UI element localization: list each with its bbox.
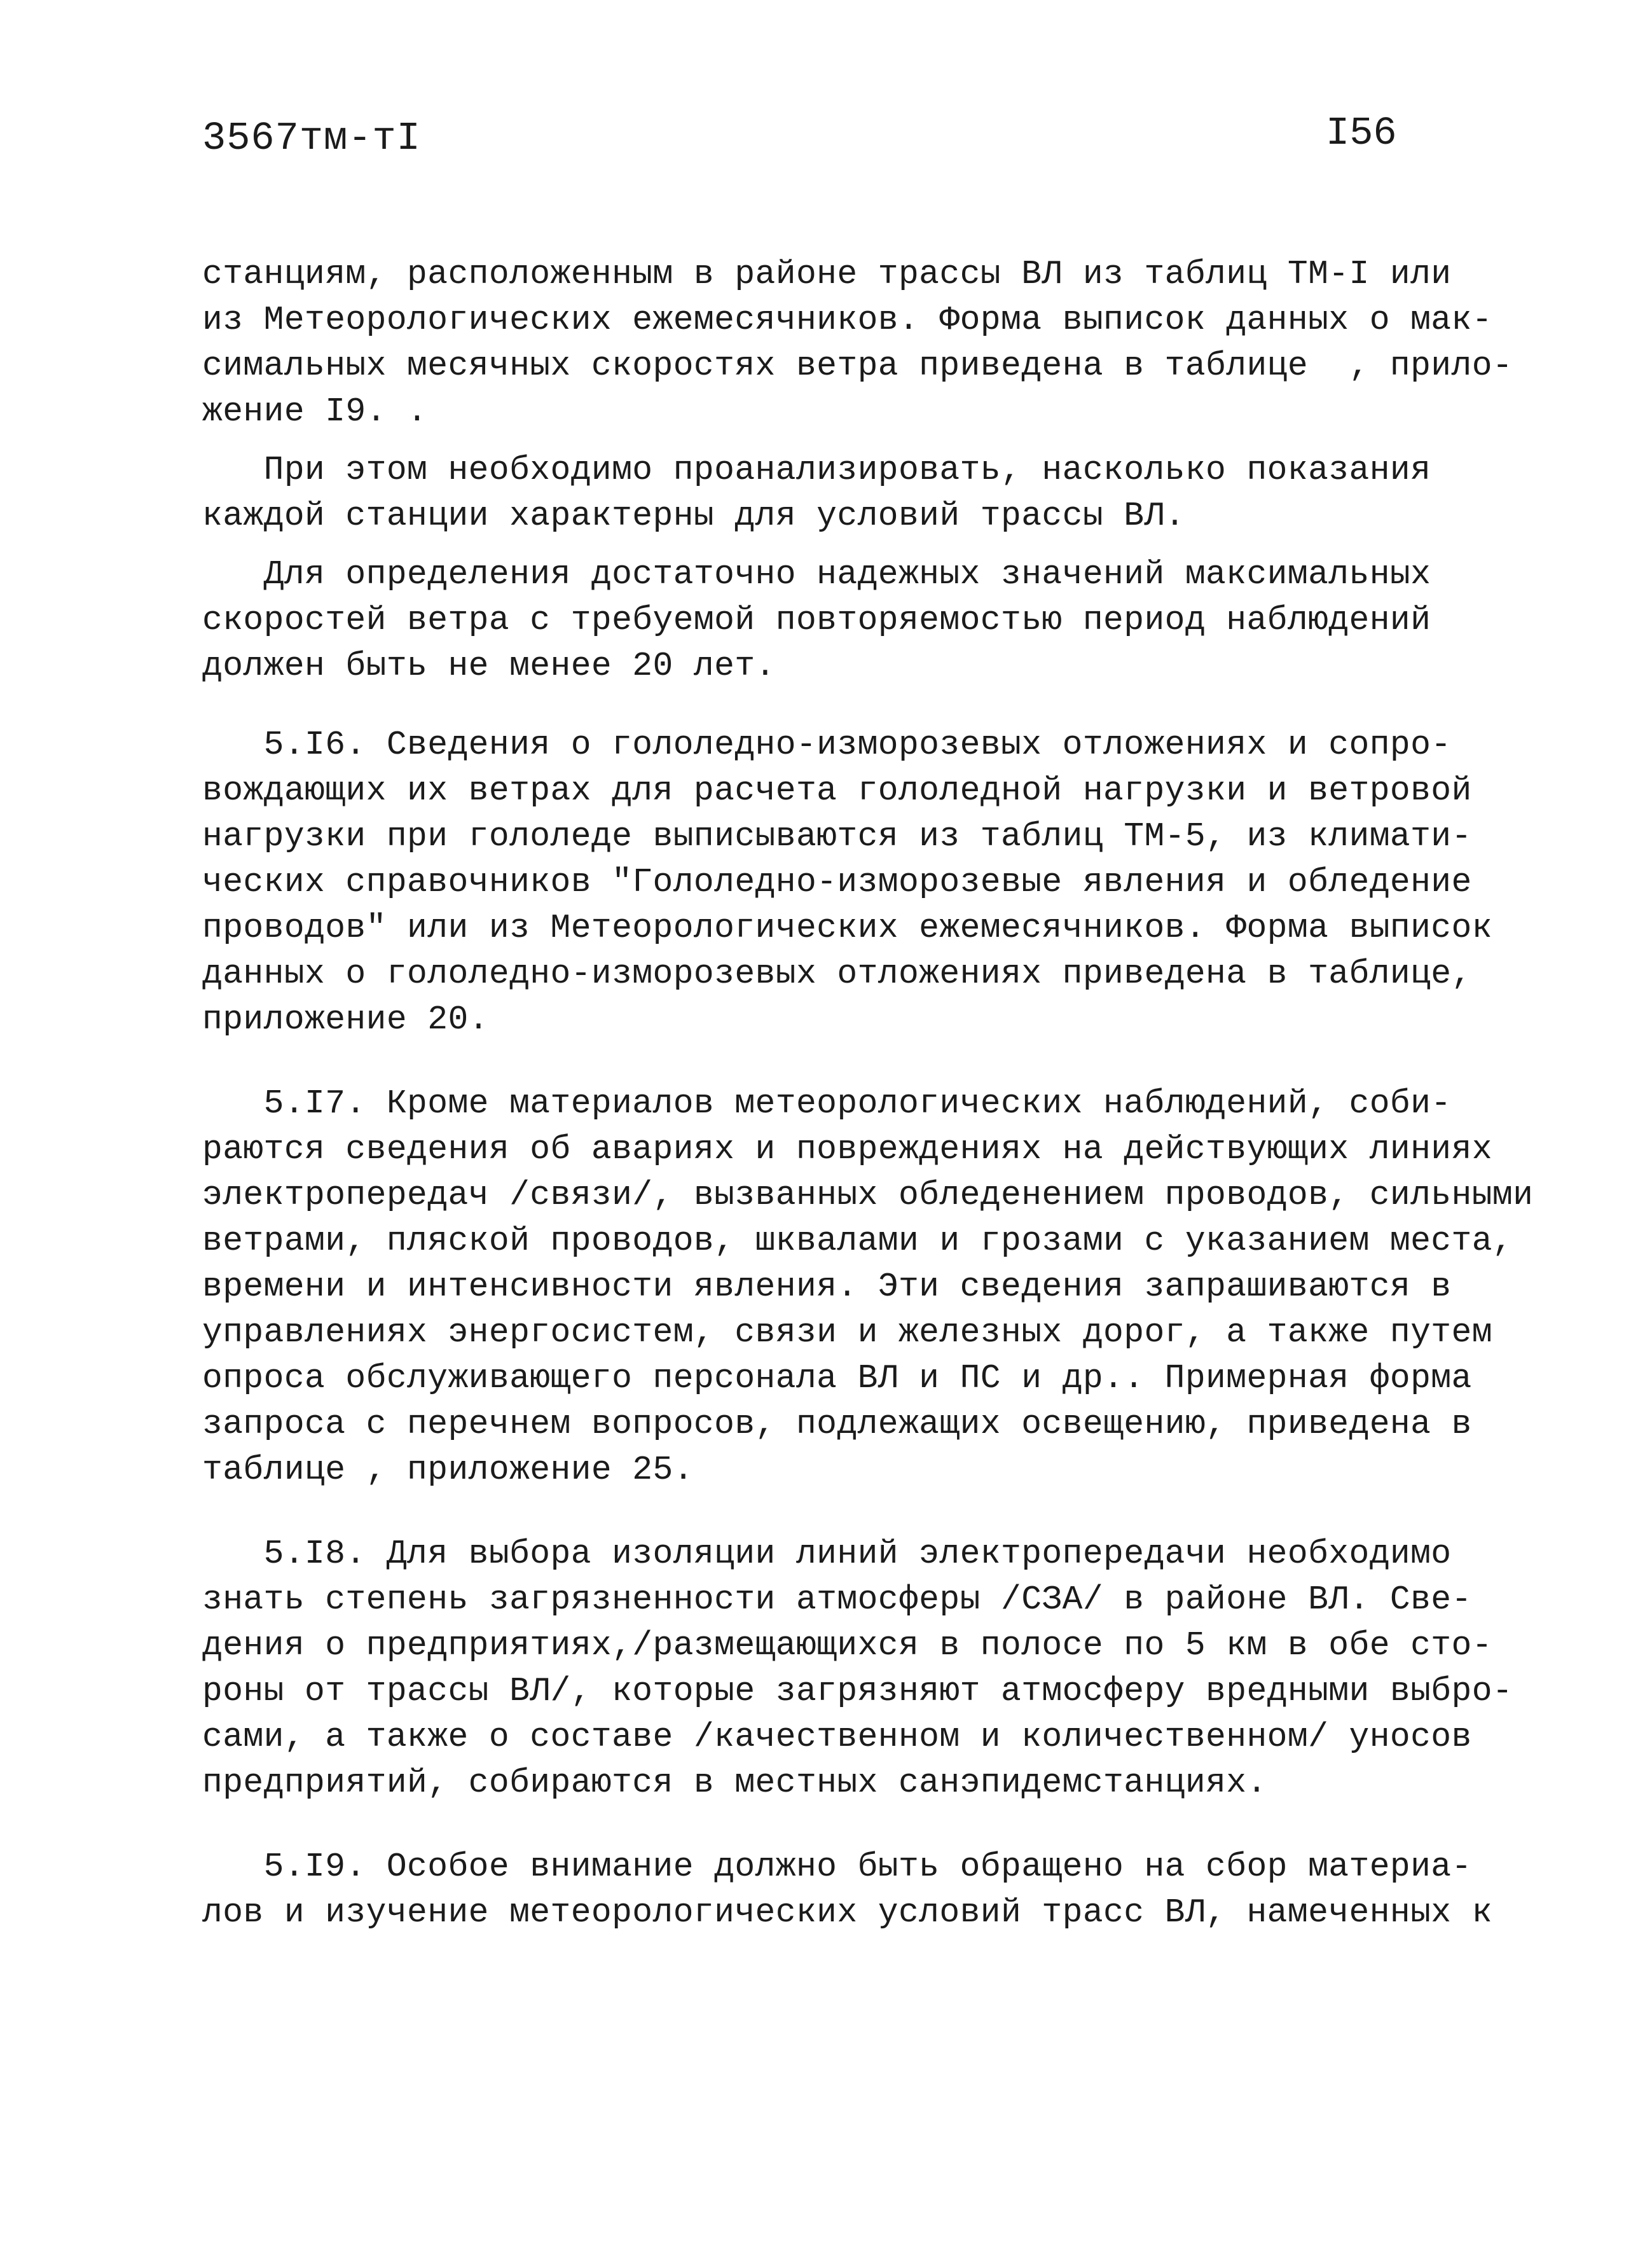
text-line: сами, а также о составе /качественном и количественном/ уносов [202, 1718, 1472, 1756]
text-line: станциям, расположенным в районе трассы ВЛ из таблиц ТМ-I или [202, 255, 1452, 293]
paragraph-section-5-19 [202, 1844, 1492, 1935]
body-text [202, 251, 1534, 1935]
text-line: должен быть не менее 20 лет. [202, 647, 776, 685]
paragraph-analysis [202, 447, 1449, 539]
paragraph-section-5-17 [202, 1081, 1534, 1493]
paragraph-section-5-18 [202, 1531, 1513, 1806]
page-number: I56 [1326, 111, 1397, 156]
text-line: вождающих их ветрах для расчета гололедной нагрузки и ветровой [202, 771, 1472, 810]
paragraph-observation-period [202, 551, 1449, 689]
text-line: 5.I7. Кроме материалов метеорологических наблюдений, соби- [202, 1084, 1452, 1123]
text-line: жение I9. . [202, 392, 428, 431]
text-line: знать степень загрязненности атмосферы /СЗА/ в районе ВЛ. Све- [202, 1580, 1472, 1619]
text-line: ческих справочников "Гололедно-изморозевые явления и обледение [202, 863, 1472, 901]
text-line: каждой станции характерны для условий трассы ВЛ. [202, 497, 1185, 535]
text-line: электропередач /связи/, вызванных обледенением проводов, сильными [202, 1176, 1534, 1214]
text-line: запроса с перечнем вопросов, подлежащих освещению, приведена в [202, 1405, 1472, 1443]
text-line: скоростей ветра с требуемой повторяемостью период наблюдений [202, 601, 1431, 639]
text-line: управлениях энергосистем, связи и железных дорог, а также путем [202, 1313, 1492, 1352]
text-line: ветрами, пляской проводов, шквалами и грозами с указанием места, [202, 1222, 1513, 1260]
text-line: лов и изучение метеорологических условий трасс ВЛ, намеченных к [202, 1893, 1492, 1932]
text-line: нагрузки при гололеде выписываются из таблиц ТМ-5, из климати- [202, 817, 1472, 855]
paragraph-station-data [202, 251, 1513, 434]
text-line: приложение 20. [202, 1000, 489, 1039]
text-line: Для определения достаточно надежных значений максимальных [202, 555, 1431, 593]
text-line: 5.I6. Сведения о гололедно-изморозевых отложениях и сопро- [202, 726, 1452, 764]
text-line: данных о гололедно-изморозевых отложениях приведена в таблице, [202, 955, 1472, 993]
text-line: раются сведения об авариях и повреждениях на действующих линиях [202, 1130, 1492, 1168]
text-line: роны от трассы ВЛ/, которые загрязняют атмосферу вредными выбро- [202, 1672, 1513, 1710]
text-line: 5.I9. Особое внимание должно быть обращено на сбор материа- [202, 1848, 1472, 1886]
text-line: опроса обслуживающего персонала ВЛ и ПС и др.. Примерная форма [202, 1359, 1472, 1397]
text-line: При этом необходимо проанализировать, насколько показания [202, 451, 1431, 489]
document-code: 3567тм-тI [202, 116, 421, 161]
text-line: времени и интенсивности явления. Эти сведения запрашиваются в [202, 1268, 1452, 1306]
paragraph-section-5-16 [202, 722, 1492, 1042]
text-line: из Метеорологических ежемесячников. Форма выписок данных о мак- [202, 301, 1492, 339]
text-line: предприятий, собираются в местных санэпидемстанциях. [202, 1764, 1267, 1802]
text-line: таблице , приложение 25. [202, 1451, 694, 1489]
text-line: дения о предприятиях,/размещающихся в полосе по 5 км в обе сто- [202, 1626, 1492, 1664]
text-line: 5.I8. Для выбора изоляции линий электропередачи необходимо [202, 1535, 1452, 1573]
text-line: симальных месячных скоростях ветра приведена в таблице , прило- [202, 347, 1513, 385]
text-line: проводов" или из Метеорологических ежемесячников. Форма выписок [202, 909, 1492, 947]
